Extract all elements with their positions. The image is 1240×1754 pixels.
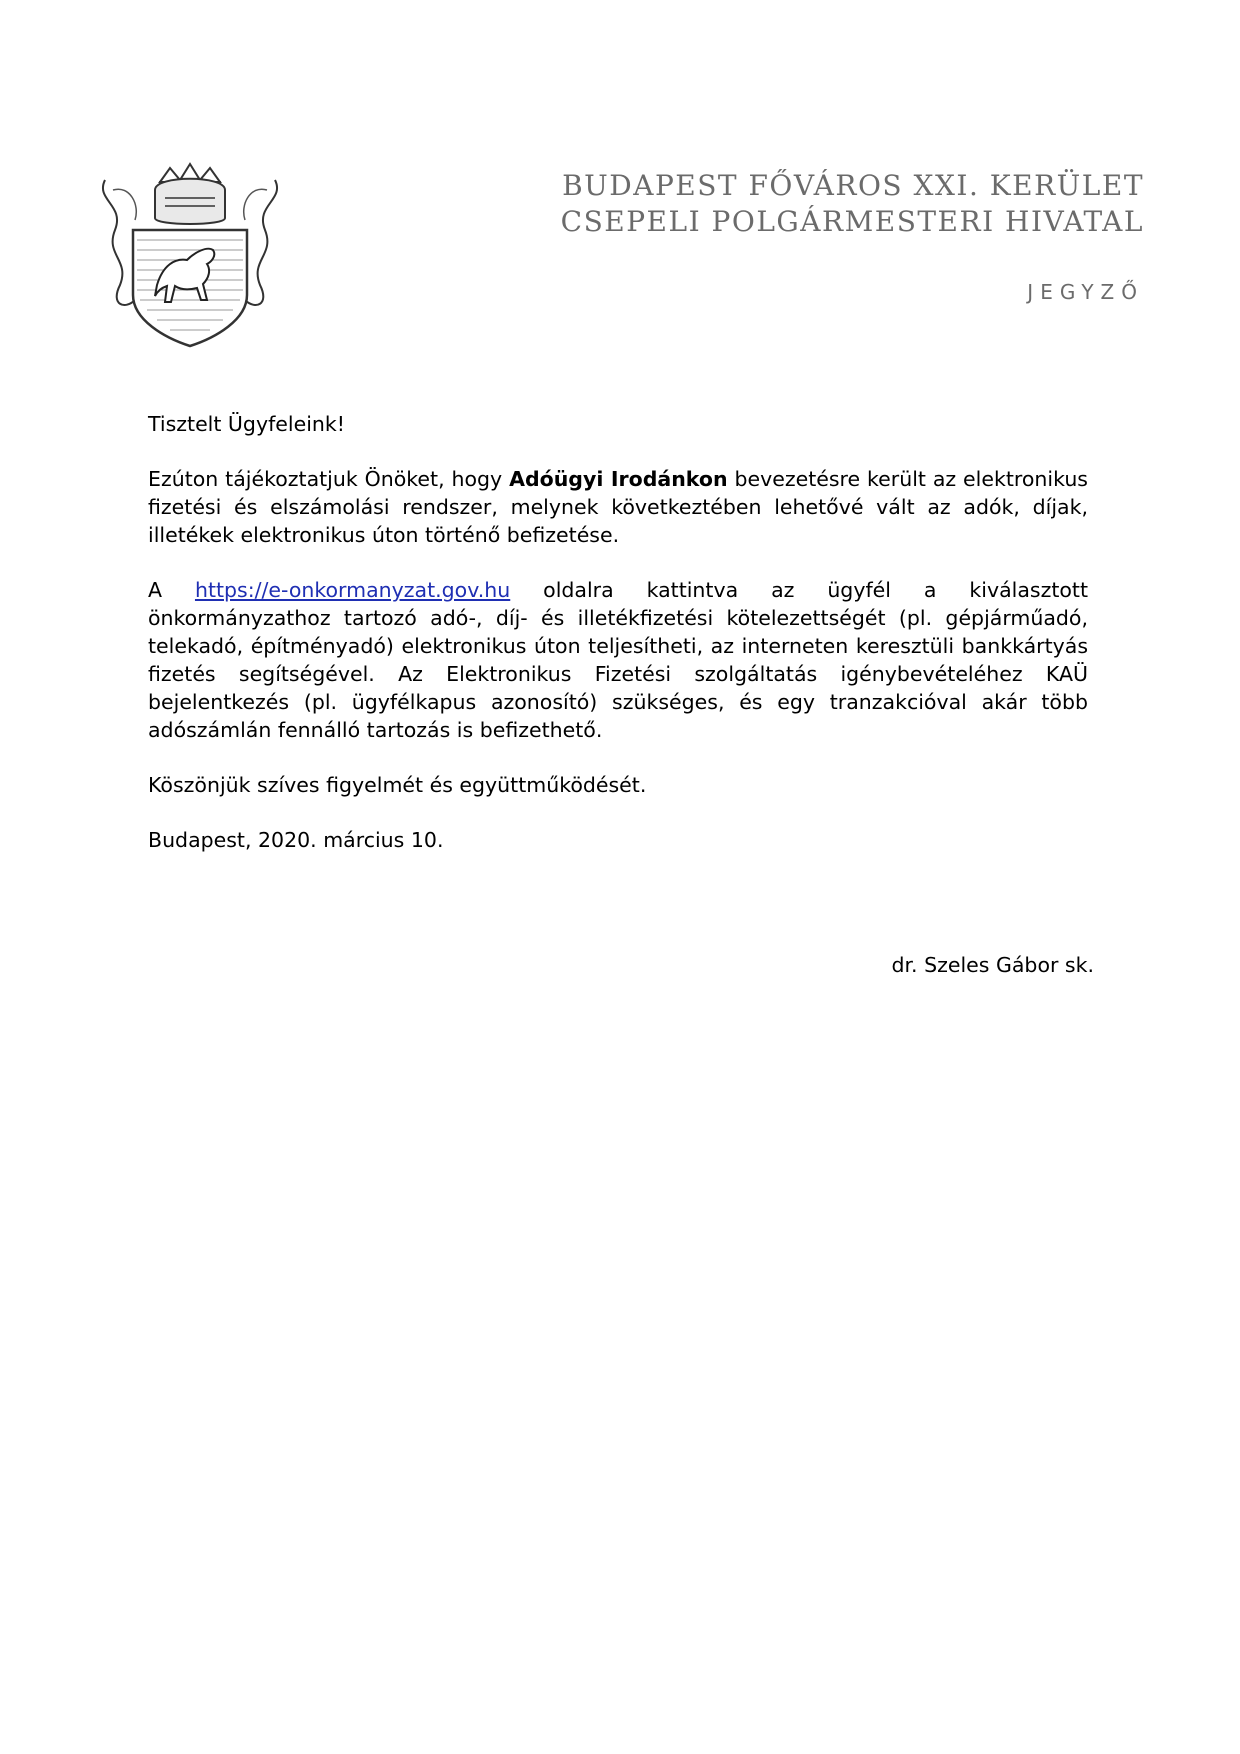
paragraph-2-end: oldalra kattintva az ügyfél a kiválasztott önkormányzathoz tartozó adó-, díj- és illetékfizetési kötelezettségét (pl. gépjárműadó, telekadó, építményadó) elektronikus úton teljesítheti, az interneten keresztüli bankkártyás fizetés segítségével. Az Elektronikus Fizetési szolgáltatás igénybevételéhez KAÜ bejelentkezés (pl. ügyfélkapus azonosító) szükséges, és egy tranzakcióval akár több adószámlán fennálló tartozás is befizethető. — [148, 578, 1088, 742]
signature: dr. Szeles Gábor sk. — [891, 953, 1094, 977]
org-name-line-1: BUDAPEST FŐVÁROS XXI. KERÜLET — [562, 169, 1144, 202]
paragraph-1 — [148, 465, 1088, 549]
paragraph-1-start: Ezúton tájékoztatjuk Önöket, hogy — [148, 467, 510, 491]
organization-header — [561, 168, 1144, 240]
paragraph-1-bold: Adóügyi Irodánkon — [509, 467, 728, 491]
coat-of-arms-icon — [95, 160, 285, 350]
greeting: Tisztelt Ügyfeleink! — [148, 412, 345, 436]
org-name-line-2: CSEPELI POLGÁRMESTERI HIVATAL — [560, 205, 1144, 238]
office-title: JEGYZŐ — [1027, 280, 1144, 304]
date-line: Budapest, 2020. március 10. — [148, 828, 444, 852]
letter-body — [148, 410, 1088, 881]
paragraph-1-end: bevezetésre került az elektronikus fizetési és elszámolási rendszer, melynek következtében lehetővé vált az adók, díjak, illetékek elektronikus úton történő befizetése. — [148, 467, 1088, 547]
paragraph-2 — [148, 576, 1088, 744]
thanks-line: Köszönjük szíves figyelmét és együttműködését. — [148, 773, 647, 797]
paragraph-2-start: A — [148, 578, 195, 602]
e-onkormanyzat-link[interactable]: https://e-onkormanyzat.gov.hu — [194, 578, 511, 602]
